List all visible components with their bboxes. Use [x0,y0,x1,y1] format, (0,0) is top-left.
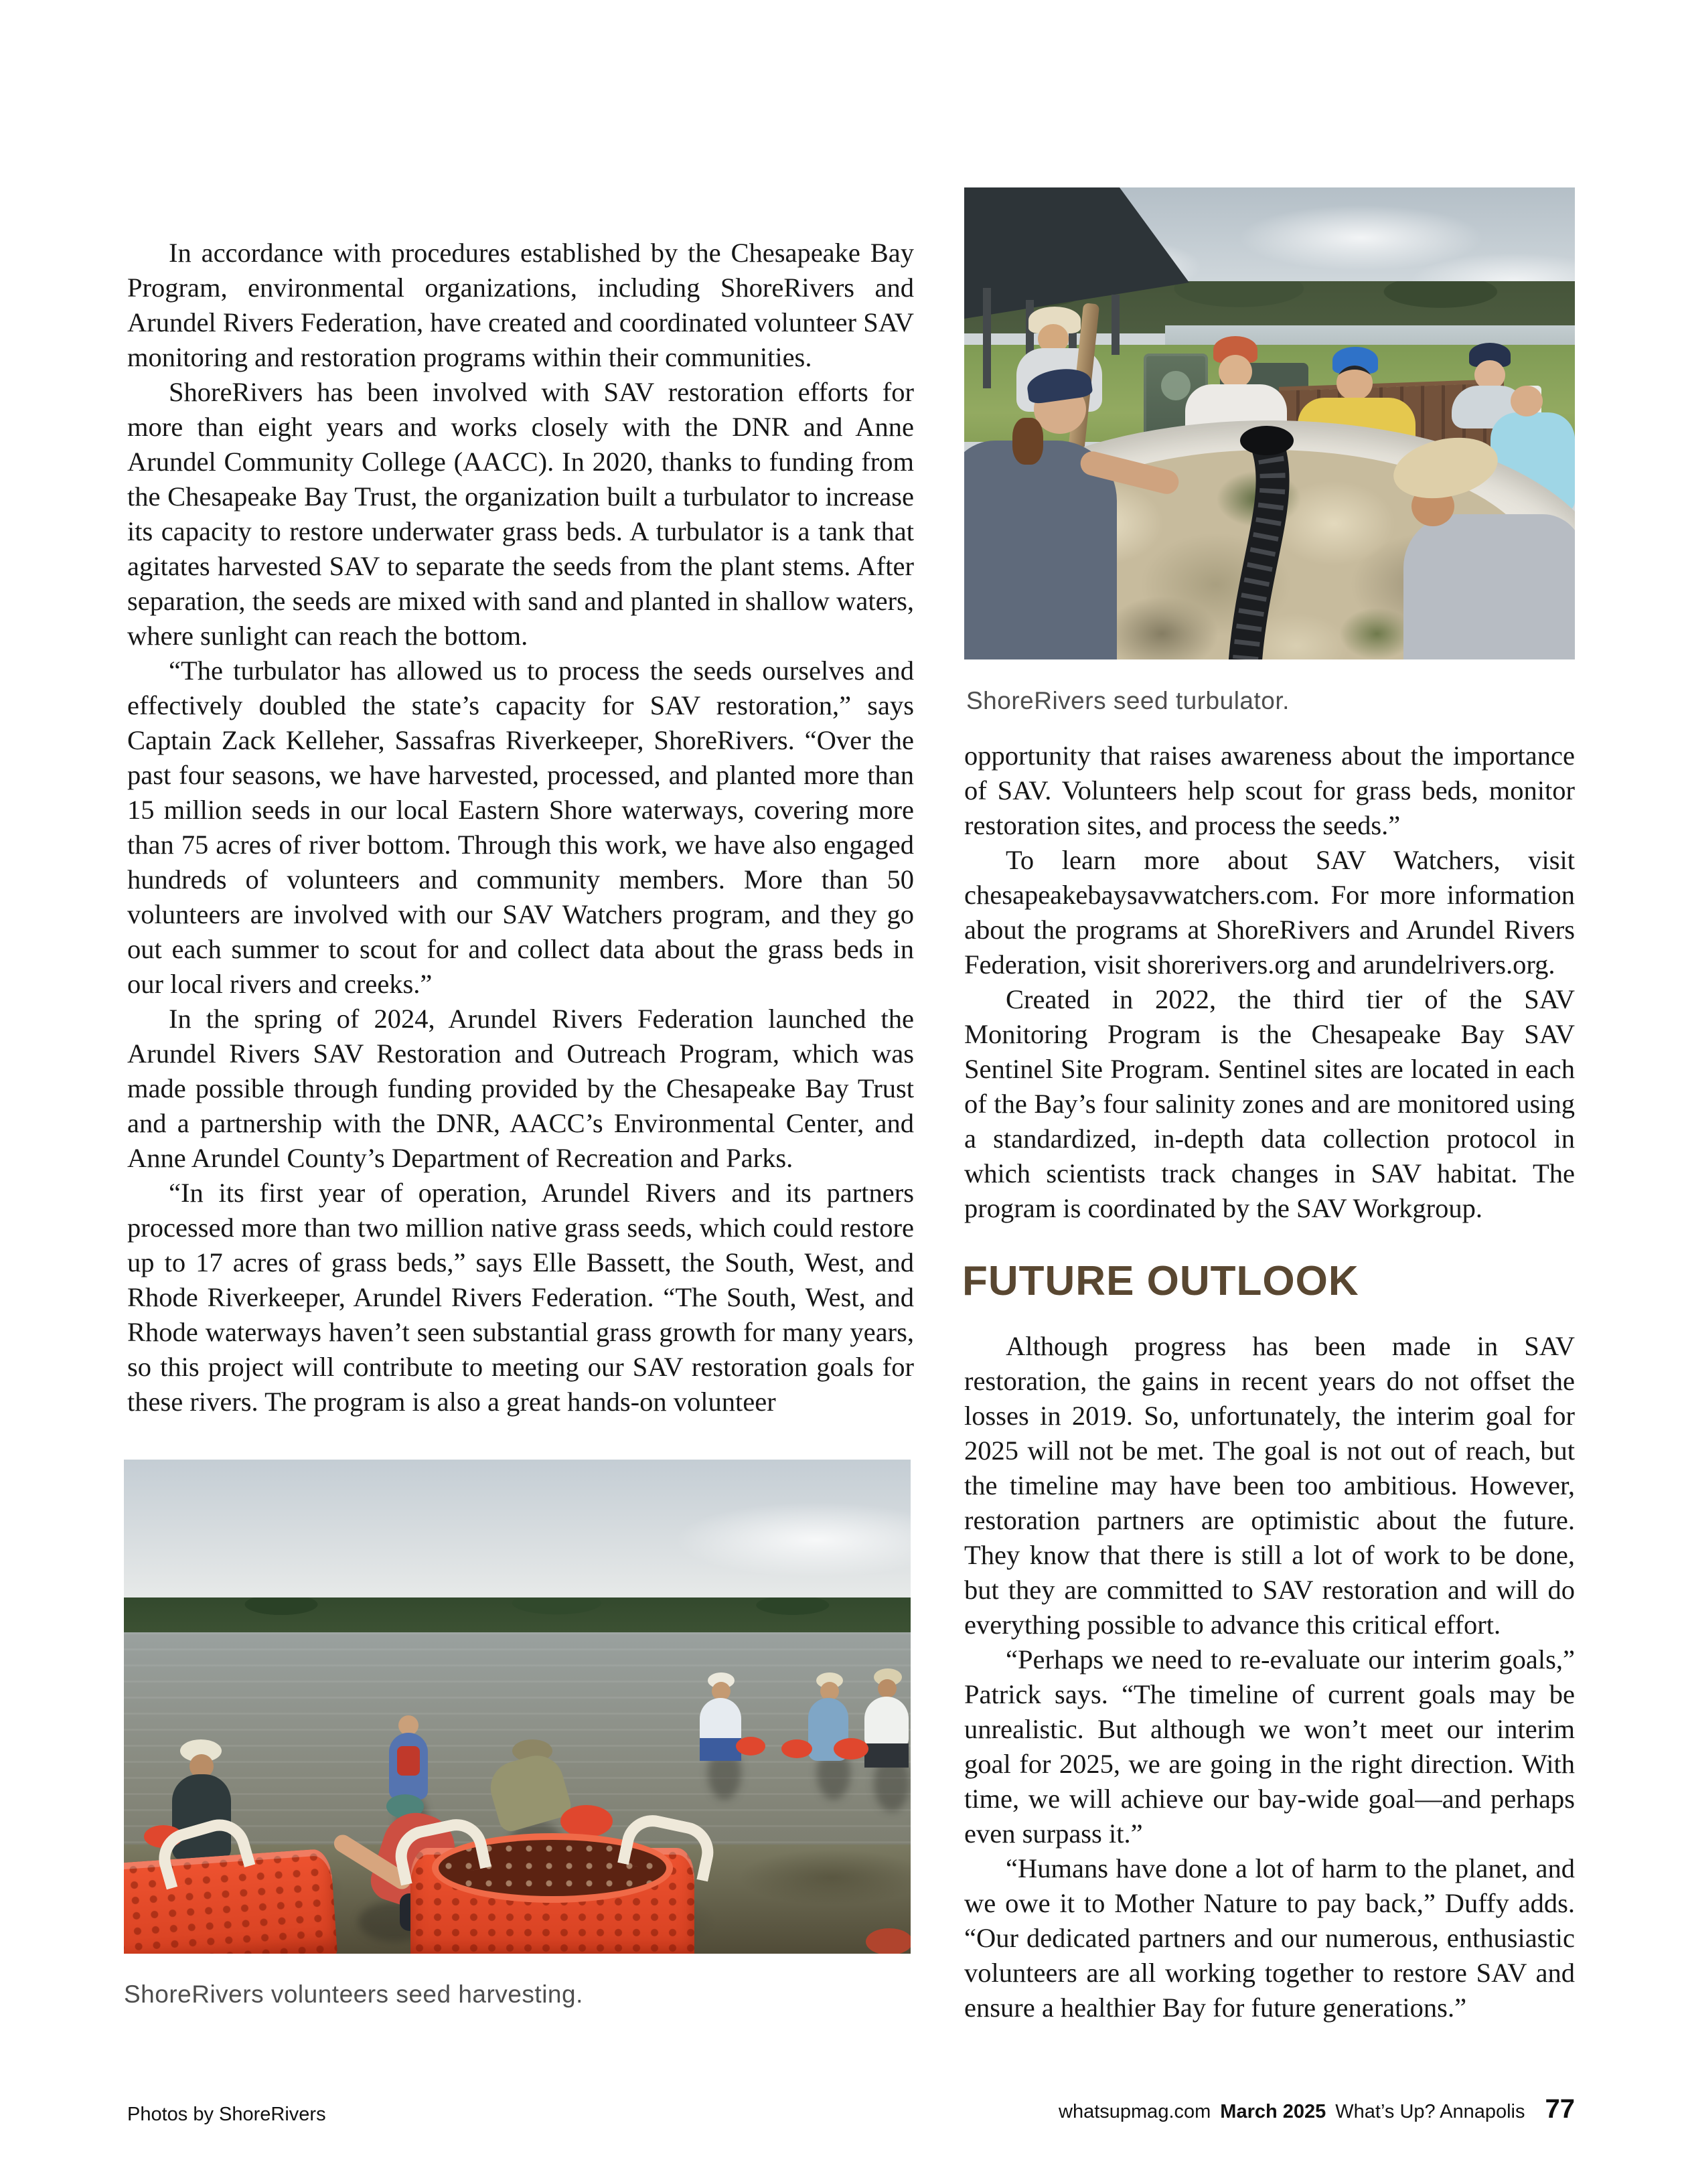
footer-issue-date: March 2025 [1220,2101,1326,2122]
footer-magazine-name: What’s Up? Annapolis [1335,2101,1525,2122]
photo-seed-turbulator [964,187,1575,659]
volunteer-foreground-left [964,360,1149,659]
page-number: 77 [1545,2094,1575,2124]
footer-right [964,2094,1575,2124]
paragraph: “Perhaps we need to re-evaluate our interim goals,” Patrick says. “The timeline of current goals may be unrealistic. But although we won’t meet our interim goal for 2025, we are going in the right direction. With time, we will achieve our bay-wide goal—and perhaps even surpass it.” [964,1644,1575,1849]
paragraph: “Humans have done a lot of harm to the planet, and we owe it to Mother Nature to pay back,” Duffy adds. “Our dedicated partners and our numerous, enthusiastic volunteers are all working together to restore SAV and ensure a healthier Bay for future generations.” [964,1853,1575,2023]
photo-credit: Photos by ShoreRivers [127,2104,326,2125]
paragraph: “In its first year of operation, Arundel Rivers and its partners processed more than two million native grass seeds, which could restore up to 17 acres of grass beds,” says Elle Bassett, the South, West, and Rhode Riverkeeper, Arundel Rivers Federation. “The South, West, and Rhode waterways haven’t seen substantial grass growth for many years, so this project will contribute to meeting our SAV restoration goals for these rivers. The program is also a great hands-on volunteer [127,1178,914,1417]
paragraph: Although progress has been made in SAV restoration, the gains in recent years do not offset the losses in 2019. So, unfortunately, the interim goal for 2025 will not be met. The goal is not out of reach, but the timeline may have been too ambitious. However, restoration partners are optimistic about the future. They know that there is still a lot of work to be done, but they are committed to SAV restoration and will do everything possible to advance this critical effort. [964,1331,1575,1640]
volunteer-foreground-right [1373,434,1575,659]
article-left-column [127,236,914,1419]
wader-white-shirt [694,1672,755,1760]
paragraph: ShoreRivers has been involved with SAV restoration efforts for more than eight years and works closely with the DNR and Anne Arundel Community College (AACC). In 2020, thanks to funding from the Chesapeake Bay Trust, the organization built a turbulator to increase its capacity to restore underwater grass beds. A turbulator is a tank that agitates harvested SAV to separate the seeds from the plant stems. After separation, the seeds are mixed with sand and planted in shallow waters, where sunlight can reach the bottom. [127,377,914,651]
footer-website: whatsupmag.com [1059,2101,1211,2122]
photo-caption-harvesting: ShoreRivers volunteers seed harvesting. [124,1980,583,2008]
paragraph: “The turbulator has allowed us to process the seeds ourselves and effectively doubled the state’s capacity for SAV restoration,” says Captain Zack Kelleher, Sassafras Riverkeeper, ShoreRivers. “Over the past four seasons, we have harvested, processed, and planted more than 15 million seeds in our local Eastern Shore waterways, covering more than 75 acres of river bottom. Through this work, we have also engaged hundreds of volunteers and community members. More than 50 volunteers are involved with our SAV Watchers program, and they go out each summer to scout for and collect data about the grass beds in our local rivers and creeks.” [127,655,914,999]
treeline [124,1597,911,1632]
article-right-column-top [964,738,1575,1226]
paragraph: Created in 2022, the third tier of the SAV Monitoring Program is the Chesapeake Bay SAV Sentinel Site Program. Sentinel sites are located in each of the Bay’s four salinity zones and are monitored using a standardized, in-depth data collection protocol in which scientists track changes in SAV habitat. The program is coordinated by the SAV Workgroup. [964,984,1575,1223]
sky [124,1460,911,1606]
paragraph: opportunity that raises awareness about the importance of SAV. Volunteers help scout for grass beds, monitor restoration sites, and process the seeds.” [964,740,1575,840]
red-object-corner [866,1928,911,1954]
wader-far-right [858,1668,911,1769]
paragraph: To learn more about SAV Watchers, visit chesapeakebaysavwatchers.com. For more information about the programs at ShoreRivers and Arundel Rivers Federation, visit shorerivers.org and arundelrivers.org. [964,845,1575,980]
photo-caption-turbulator: ShoreRivers seed turbulator. [966,687,1290,714]
paragraph: In the spring of 2024, Arundel Rivers Federation launched the Arundel Rivers SAV Restoration and Outreach Program, which was made possible through funding provided by the Chesapeake Bay Trust and a partnership with the DNR, AACC’s Environmental Center, and Anne Arundel County’s Department of Recreation and Parks. [127,1004,914,1173]
paragraph: In accordance with procedures established by the Chesapeake Bay Program, environmental organizations, including ShoreRivers and Arundel Rivers Federation, have created and coordinated volunteer SAV monitoring and restoration programs within their communities. [127,238,914,372]
wader-olive-shirt-bending [485,1735,593,1836]
photo-seed-harvesting [124,1460,911,1954]
article-right-column-bottom [964,1329,1575,2025]
section-heading-future-outlook: FUTURE OUTLOOK [962,1258,1359,1304]
